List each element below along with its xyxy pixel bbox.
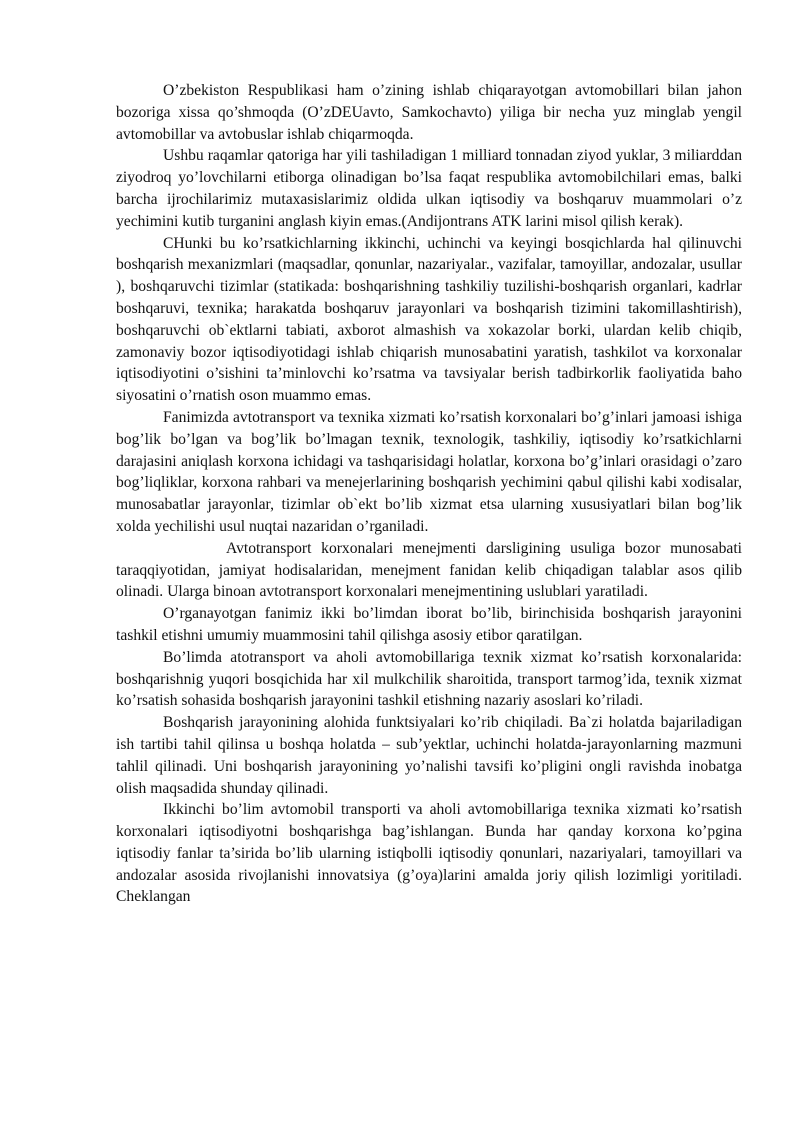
paragraph-5: Avtotransport korxonalari menejmenti darsligining usuliga bozor munosabati taraqqiyotidan, jamiyat hodisalaridan, menejment fanidan kelib chiqadigan talablar asos qilib olinadi. Ularga binoan avtotransport korxonalari menejmentining uslublari yaratiladi. (116, 539, 742, 601)
paragraph-1: O’zbekiston Respublikasi ham o’zining ishlab chiqarayotgan avtomobillari bilan jahon bozoriga xissa qo’shmoqda (O’zDEUavto, Samkochavto) yiliga bir necha yuz minglab yengil avtomobillar va avtobuslar ishlab chiqarmoqda. (116, 82, 742, 143)
paragraph-7: Bo’limda atotransport va aholi avtomobillariga texnik xizmat ko’rsatish korxonalarida: boshqarishnig yuqori bosqichida har xil mulkchilik sharoitida, transport tarmog’ida, texnik xizmat ko’rsatish sohasida boshqarish jarayonini tashkil etishning nazariy asoslari ko’riladi. (116, 648, 742, 710)
paragraph-4: Fanimizda avtotransport va texnika xizmati ko’rsatish korxonalari bo’g’inlari jamoasi ishiga bog’lik bo’lgan va bog’lik bo’lmagan texnik, texnologik, tashkiliy, iqtisodiy ko’rsatkichlarni darajasini aniqlash korxona ichidagi va tashqarisidagi holatlar, korxona bo’g’inlari orasidagi o’zaro bog’liqliklar, korxona rahbari va menejerlarining boshqarish yechimini qabul qilishi kabi xodisalar, munosabatlar jarayonlar, tizimlar ob`ekt bo’lib xizmat etsa ularning xususiyatlari bilan bog’lik xolda yechilishi usul nuqtai nazaridan o’rganiladi. (116, 408, 742, 535)
paragraph-6: O’rganayotgan fanimiz ikki bo’limdan iborat bo’lib, birinchisida boshqarish jarayonini tashkil etishni umumiy muammosini tahil qilishga asosiy etibor qaratilgan. (116, 605, 742, 644)
paragraph-9: Ikkinchi bo’lim avtomobil transporti va aholi avtomobillariga texnika xizmati ko’rsatish korxonalari iqtisodiyotni boshqarishga bag’ishlangan. Bunda har qanday korxona ko’pgina iqtisodiy fanlar ta’sirida bo’lib ularning istiqbolli iqtisodiy qonunlari, nazariyalari, tamoyillari va andozalar asosida rivojlanishi innovatsiya (g’oya)larini amalda joriy qilish lozimligi yoritiladi. Cheklangan (116, 801, 742, 906)
document-page (116, 80, 742, 908)
paragraph-3: CHunki bu ko’rsatkichlarning ikkinchi, uchinchi va keyingi bosqichlarda hal qilinuvchi boshqarish mexanizmlari (maqsadlar, qonunlar, nazariyalar., vazifalar, tamoyillar, andozalar, usullar ), boshqaruvchi tizimlar (statikada: boshqarishning tashkiliy tuzilishi-boshqarish organlari, kadrlar boshqaruvi, texnika; harakatda boshqaruv jarayonlari va boshqarish tizimini takomillashtirish), boshqaruvchi ob`ektlarni tabiati, axborot almashish va xokazolar borki, ulardan kelib chiqib, zamonaviy bozor iqtisodiyotidagi ishlab chiqarish munosabatini yaratish, tashkilot va korxonalar iqtisodiyotini o’sishini ta’minlovchi ko’rsatma va tavsiyalar berish tadbirkorlik faoliyatida baho siyosatini o’rnatish oson muammo emas. (116, 234, 742, 405)
paragraph-8: Boshqarish jarayonining alohida funktsiyalari ko’rib chiqiladi. Ba`zi holatda bajariladigan ish tartibi tahil qilinsa u boshqa holatda – sub’yektlar, uchinchi holatda-jarayonlarning mazmuni tahlil qilinadi. Uni boshqarish jarayonining yo’nalishi tavsifi ko’pligini ongli ravishda inobatga olish maqsadida shunday qilinadi. (116, 714, 742, 797)
paragraph-2: Ushbu raqamlar qatoriga har yili tashiladigan 1 milliard tonnadan ziyod yuklar, 3 miliarddan ziyodroq yo’lovchilarni etiborga olinadigan bo’lsa faqat respublika avtomobilchilari emas, balki barcha ijrochilarimiz mutaxasislarimiz oldida ulkan iqtisodiy va boshqaruv muammolari o’z yechimini kutib turganini anglash kiyin emas.(Andijontrans ATK larini misol qilish kerak). (116, 147, 742, 230)
